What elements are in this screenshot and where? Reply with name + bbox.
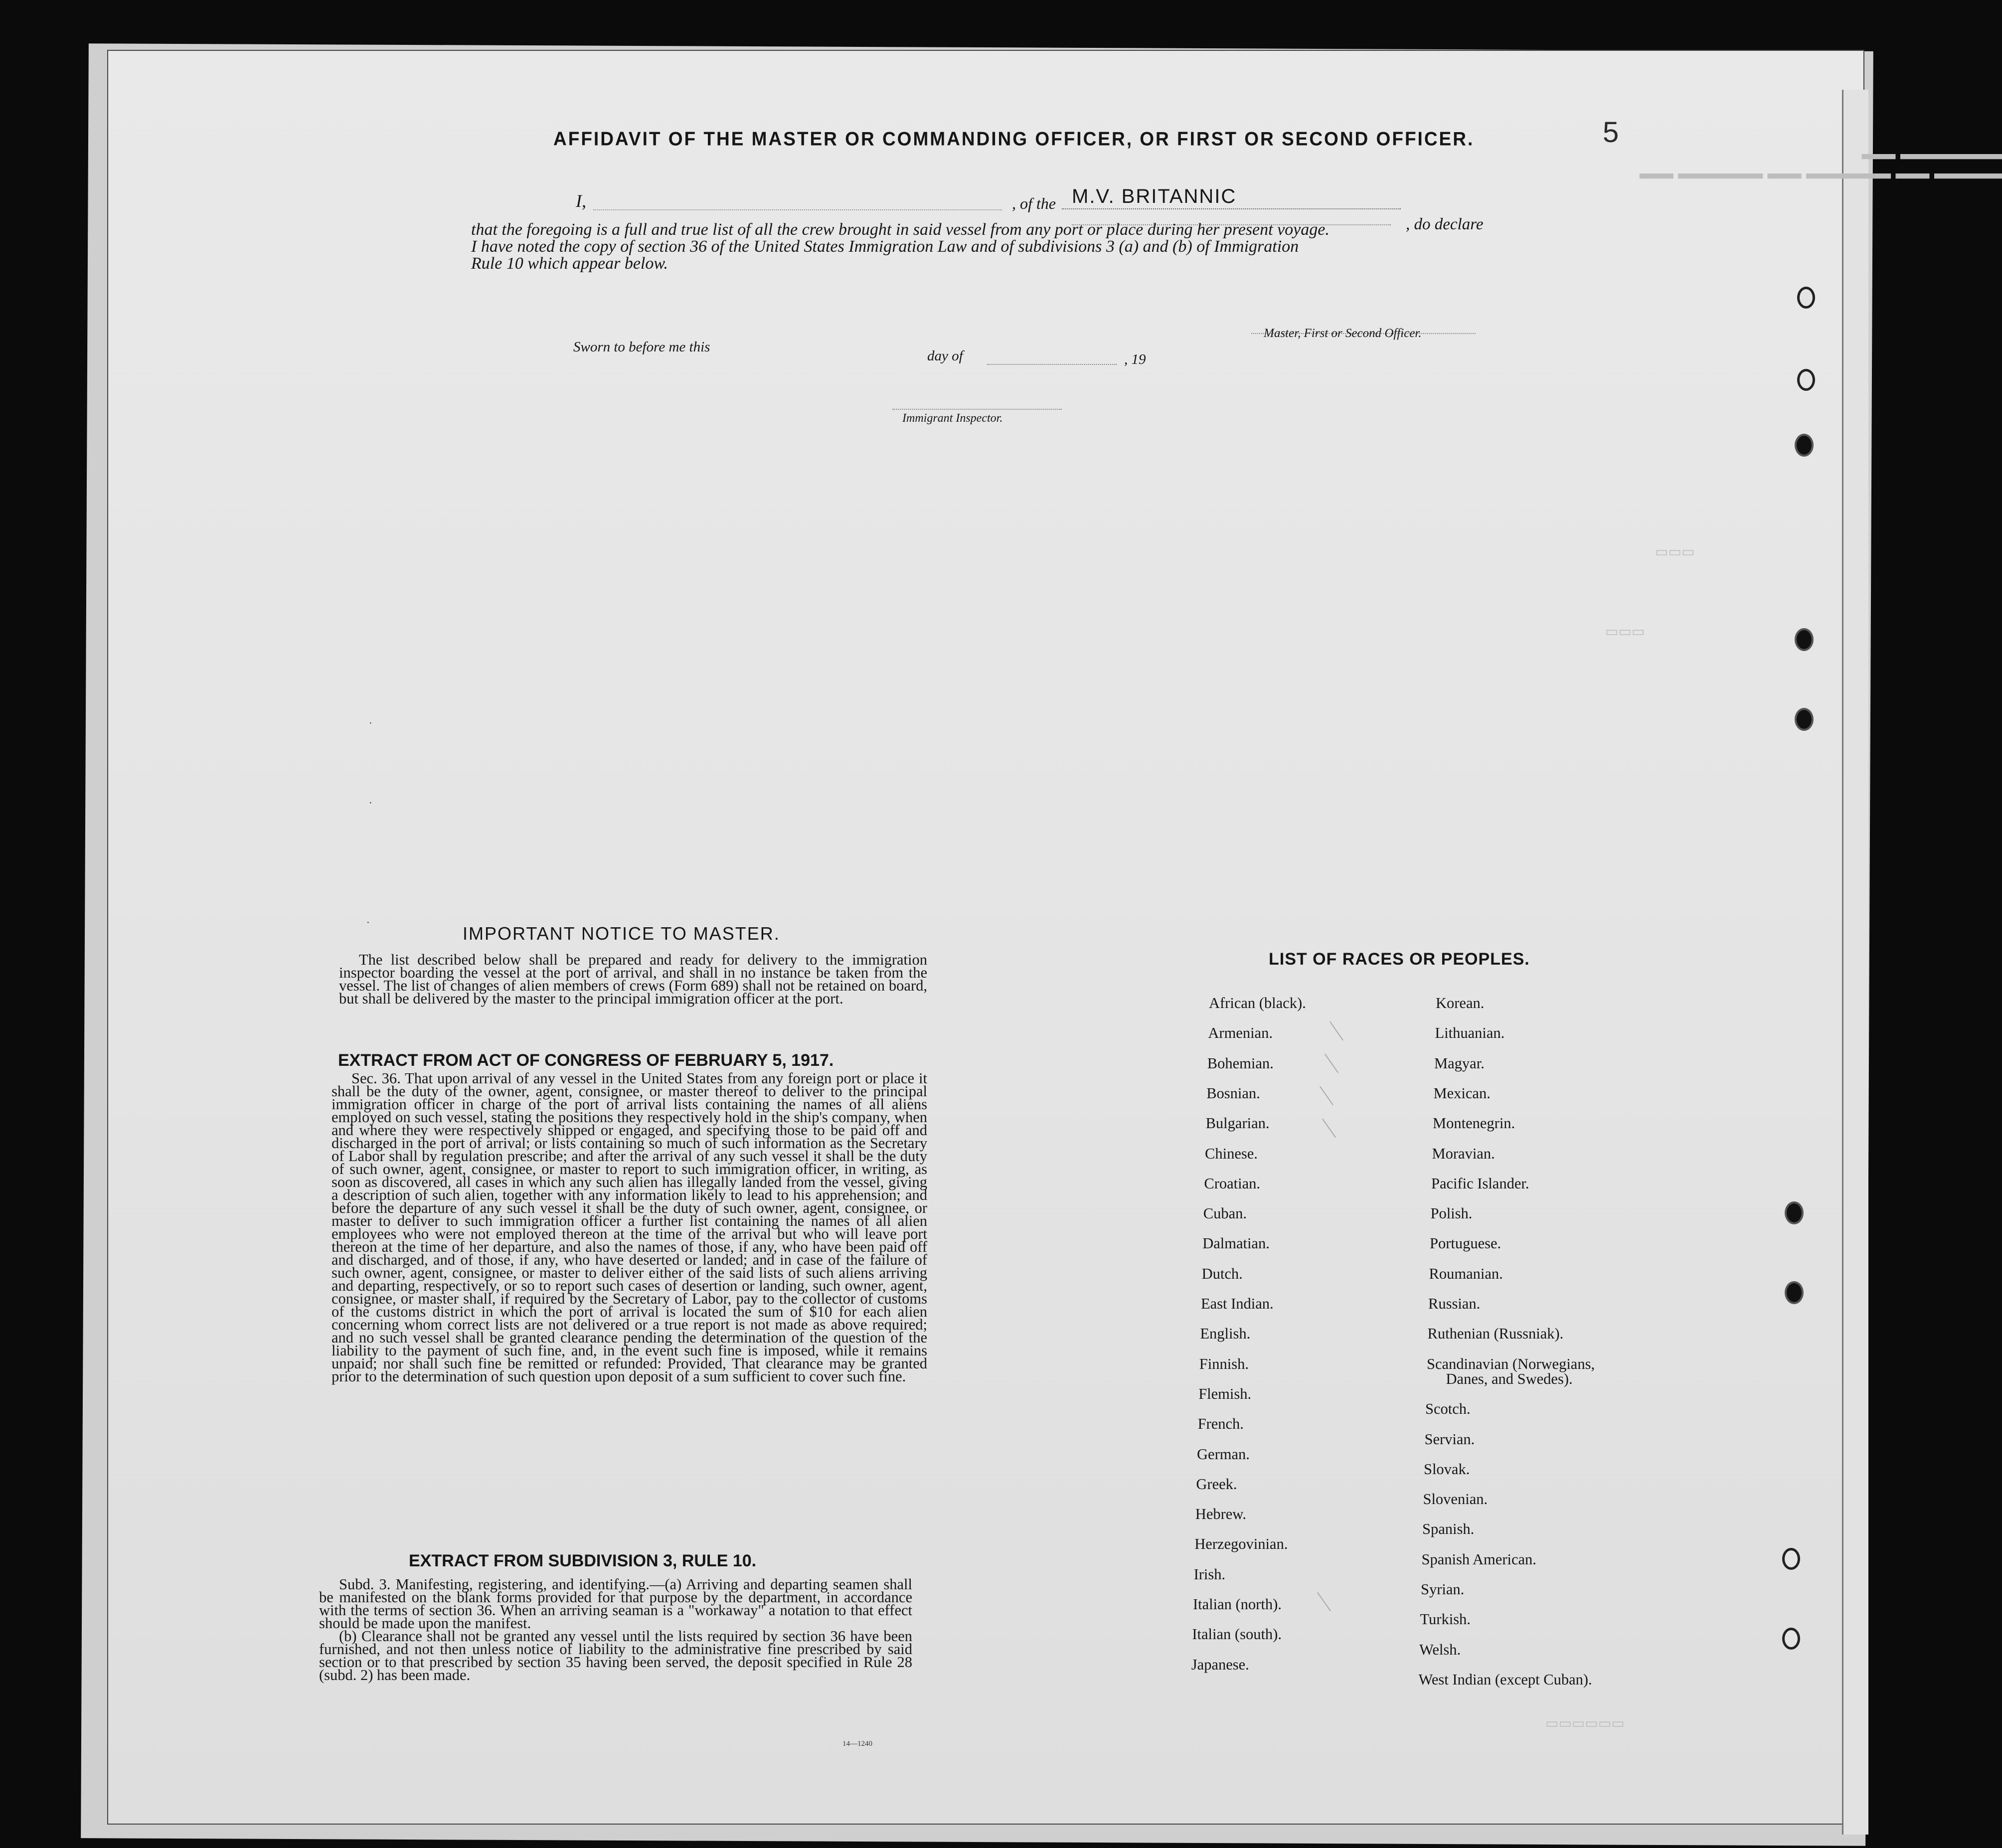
form-number: 14—1240 xyxy=(842,1740,872,1748)
race-item: German. xyxy=(1197,1445,1250,1463)
do-declare-label: , do declare xyxy=(1406,215,1484,233)
race-item: Polish. xyxy=(1430,1205,1473,1222)
race-item: Servian. xyxy=(1424,1430,1475,1448)
bleed-through-mark: ▭▭▭ xyxy=(1605,624,1645,639)
margin-dot: · xyxy=(369,718,372,729)
race-item: Lithuanian. xyxy=(1435,1024,1505,1042)
race-item: Cuban. xyxy=(1203,1205,1247,1222)
of-the-label: , of the xyxy=(1012,194,1056,212)
race-item: Spanish. xyxy=(1422,1520,1475,1538)
race-item: African (black). xyxy=(1209,995,1306,1011)
page-number: 5 xyxy=(1603,116,1619,149)
race-item: East Indian. xyxy=(1201,1295,1274,1312)
day-of-label: day of xyxy=(927,348,963,364)
race-item: Slovenian. xyxy=(1423,1491,1488,1508)
page-edge xyxy=(1842,90,1868,1835)
declaration-text: that the foregoing is a full and true list of all the crew brought in said vessel from any port or place during her present voyage. xyxy=(471,220,1330,239)
rule-10-para-b: (b) Clearance shall not be granted any vessel until the lists required by section 36 have been furnished, and not then unless notice of liability to the administrative fine prescribed by said section or to that prescribed by section 35 having been served, the deposit specified in Rule 28 (subd. 2) has been made. xyxy=(319,1628,912,1683)
race-item: Slovak. xyxy=(1424,1460,1470,1478)
race-item: Dutch. xyxy=(1201,1265,1243,1282)
race-item: Spanish American. xyxy=(1421,1550,1536,1568)
punch-hole-icon xyxy=(1795,708,1814,731)
bleed-through-mark: ▭▭▭ xyxy=(1655,544,1695,559)
rule-10-title: EXTRACT FROM SUBDIVISION 3, RULE 10. xyxy=(409,1551,757,1570)
punch-hole-icon xyxy=(1795,628,1814,651)
vessel-name: M.V. BRITANNIC xyxy=(1072,185,1237,207)
race-item: Irish. xyxy=(1193,1565,1226,1583)
declaration-text: Rule 10 which appear below. xyxy=(471,254,668,273)
race-item: Turkish. xyxy=(1420,1611,1471,1628)
punch-hole-icon xyxy=(1795,434,1814,457)
punch-hole-icon xyxy=(1785,1281,1804,1304)
race-item: Russian. xyxy=(1428,1295,1481,1312)
race-item: Italian (north). xyxy=(1193,1596,1282,1613)
race-item: Scotch. xyxy=(1425,1400,1471,1418)
race-item: Pacific Islander. xyxy=(1431,1175,1529,1192)
race-item: Finnish. xyxy=(1199,1355,1249,1372)
race-item: West Indian (except Cuban). xyxy=(1418,1671,1592,1688)
race-item: Armenian. xyxy=(1208,1024,1273,1042)
race-item: English. xyxy=(1200,1325,1251,1343)
section-36-text: Sec. 36. That upon arrival of any vessel in the United States from any foreign port or place it shall be the duty of the owner, agent, consignee, or master thereof to deliver to the principal immigration officer in charge of the port of arrival lists containing the names of all aliens employed on such vessel, stating the positions they respectively hold in the ship's company, when and where they were respectively shipped or engaged, and specifying those to be paid off and discharged in the port of arrival; or lists containing so much of such information as the Secretary of Labor shall by regulation prescribe; and after the arrival of any such vessel it shall be the duty of such owner, agent, consignee, or master to report to such immigration officer, in writing, as soon as discovered, all cases in which any such alien has illegally landed from the vessel, giving a description of such alien, together with any information likely to lead to his apprehension; and before the departure of any such vessel it shall be the duty of such owner, agent, consignee, or master to deliver to such immigration officer a further list containing the names of all alien employees who were not employed thereon at the time of the arrival but who will leave port thereon at the time of her departure, and also the names of those, if any, who have been paid off and discharged, and of those, if any, who have deserted or landed; and in case of the failure of such owner, agent, consignee, or master to deliver either of the said lists of such aliens arriving and departing, respectively, or so to report such cases of desertion or landing, such owner, agent, consignee, or master shall, if required by the Secretary of Labor, pay to the collector of customs of the customs district in which the port of arrival is located the sum of $10 for each alien concerning whom correct lists are not delivered or a true report is not made as above required; and no such vessel shall be granted clearance pending the determination of the question of the liability to the payment of such fine, and, in the event such fine is imposed, while it remains unpaid; nor shall such fine be remitted or refunded: Provided, That clearance may be granted prior to the determination of such question upon deposit of a sum sufficient to cover such fine. xyxy=(332,1070,927,1385)
race-item: Ruthenian (Russniak). xyxy=(1427,1325,1564,1343)
race-item: Syrian. xyxy=(1421,1581,1465,1598)
race-item: Japanese. xyxy=(1191,1656,1249,1673)
vessel-name-line xyxy=(1062,208,1401,209)
race-item: Scandinavian (Norwegians, xyxy=(1427,1355,1595,1372)
document-page xyxy=(107,50,1864,1825)
inspector-signature-line xyxy=(892,409,1062,410)
race-item: Croatian. xyxy=(1204,1175,1261,1192)
punch-hole-icon xyxy=(1785,1201,1804,1224)
race-item: Flemish. xyxy=(1198,1385,1252,1402)
margin-dot: · xyxy=(366,917,370,928)
rule-10-text xyxy=(319,1578,912,1681)
race-item: Herzegovinian. xyxy=(1194,1535,1288,1553)
punch-hole-icon xyxy=(1782,1628,1800,1650)
bleed-through-mark: ▭▭▭▭▭▭ xyxy=(1545,1715,1625,1731)
inspector-label: Immigrant Inspector. xyxy=(902,412,1003,425)
race-item: Roumanian. xyxy=(1429,1265,1503,1282)
race-item: Montenegrin. xyxy=(1433,1115,1515,1132)
margin-dot: · xyxy=(369,798,372,809)
race-item: Bohemian. xyxy=(1207,1054,1274,1072)
sworn-label: Sworn to before me this xyxy=(573,339,710,355)
race-item: Mexican. xyxy=(1433,1084,1491,1102)
punch-hole-icon xyxy=(1797,287,1815,309)
rule-10-para-a: Subd. 3. Manifesting, registering, and identifying.—(a) Arriving and departing seamen shall be manifested on the blank forms provided for that purpose by the department, in accordance with the terms of section 36. When an arriving seaman is a "workaway" a notation to that effect should be made upon the manifest. xyxy=(319,1576,912,1632)
affidavit-title: AFFIDAVIT OF THE MASTER OR COMMANDING OFFICER, OR FIRST OR SECOND OFFICER. xyxy=(553,128,1475,150)
race-item: Italian (south). xyxy=(1192,1626,1282,1643)
date-line xyxy=(987,364,1117,365)
race-item: Hebrew. xyxy=(1195,1506,1246,1523)
races-list-title: LIST OF RACES OR PEOPLES. xyxy=(1269,950,1530,969)
notice-body: The list described below shall be prepared and ready for delivery to the immigration inspector boarding the vessel at the port of arrival, and shall in no instance be taken from the vessel. The list of changes of alien members of crews (Form 689) shall not be retained on board, but shall be delivered by the master to the principal immigration officer at the port. xyxy=(339,951,927,1007)
notice-title: IMPORTANT NOTICE TO MASTER. xyxy=(463,923,780,944)
race-item: Portuguese. xyxy=(1430,1235,1502,1252)
race-item: Welsh. xyxy=(1419,1641,1461,1658)
race-item: Magyar. xyxy=(1434,1054,1485,1072)
master-signature-label: Master, First or Second Officer. xyxy=(1264,327,1422,340)
declarant-name-line xyxy=(593,209,1002,210)
race-item: Danes, and Swedes). xyxy=(1446,1370,1573,1387)
bleed-through-text: ▬▬▬▬ ▬▬ ▬▬▬▬▬ ▬▬ ▬▬▬▬▬ ▬▬ ▬▬▬▬▬▬ ▬▬ xyxy=(1639,150,2002,188)
race-item: Greek. xyxy=(1196,1475,1237,1493)
race-item: Chinese. xyxy=(1205,1145,1258,1162)
race-item: Moravian. xyxy=(1432,1145,1495,1162)
race-item: Korean. xyxy=(1436,995,1485,1011)
declaration-text: I have noted the copy of section 36 of the United States Immigration Law and of subdivisions 3 (a) and (b) of Immigration xyxy=(471,237,1299,256)
race-item: Bosnian. xyxy=(1206,1084,1260,1102)
race-item: Bulgarian. xyxy=(1205,1115,1270,1132)
year-label: , 19 xyxy=(1124,351,1146,367)
punch-hole-icon xyxy=(1797,369,1815,391)
punch-hole-icon xyxy=(1782,1548,1800,1570)
congress-extract-title: EXTRACT FROM ACT OF CONGRESS OF FEBRUARY 5, 1917. xyxy=(338,1051,834,1070)
declarant-label: I, xyxy=(576,191,586,211)
race-item: Dalmatian. xyxy=(1202,1235,1270,1252)
race-item: French. xyxy=(1197,1415,1244,1433)
